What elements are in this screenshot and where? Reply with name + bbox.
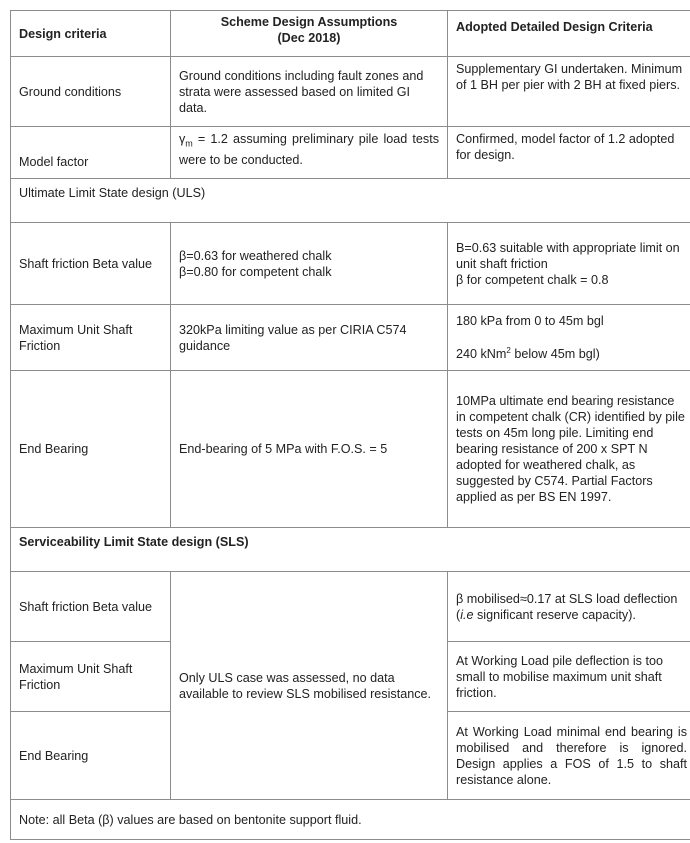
header-design-criteria: Design criteria <box>11 11 171 57</box>
adopted-beta-competent: β for competent chalk = 0.8 <box>456 272 609 287</box>
sls-beta-text-a: β mobilised≈0.17 at SLS load deflection ( <box>456 591 678 622</box>
adopted-max-shaft-lower-a: 240 kNm <box>456 347 507 362</box>
sls-section-heading: Serviceability Limit State design (SLS) <box>11 528 690 572</box>
scheme-model-factor <box>171 127 448 179</box>
criteria-sls-end-bearing: End Bearing <box>11 712 171 800</box>
adopted-uls-max-shaft <box>448 305 690 371</box>
adopted-sls-shaft-beta <box>448 572 690 642</box>
sls-beta-italic: i.e <box>460 607 474 622</box>
scheme-ground-conditions: Ground conditions including fault zones and strata were assessed based on limited GI data. <box>171 57 448 127</box>
adopted-uls-end-bearing: 10MPa ultimate end bearing resistance in competent chalk (CR) identified by pile tests on 45m long pile. Limiting end bearing resistance of 200 x SPT N adopted for weathered chalk, as suggested by C574. Partial Factors applied as per BS EN 1997. <box>448 371 690 528</box>
adopted-model-factor: Confirmed, model factor of 1.2 adopted for design. <box>448 127 690 179</box>
sls-beta-text-b: significant reserve capacity). <box>473 607 636 622</box>
criteria-uls-shaft-beta: Shaft friction Beta value <box>11 223 171 305</box>
table-row <box>11 371 690 528</box>
table-row <box>11 305 690 371</box>
scheme-beta-weathered: β=0.63 for weathered chalk <box>179 248 332 263</box>
table-row <box>11 57 690 127</box>
uls-section-heading: Ultimate Limit State design (ULS) <box>11 179 690 223</box>
criteria-sls-shaft-beta: Shaft friction Beta value <box>11 572 171 642</box>
criteria-uls-end-bearing: End Bearing <box>11 371 171 528</box>
squared-superscript: 2 <box>506 345 511 355</box>
adopted-sls-end-bearing: At Working Load minimal end bearing is mobilised and therefore is ignored. Design applies a FOS of 1.5 to shaft resistance alone. <box>448 712 690 800</box>
criteria-model-factor: Model factor <box>11 127 171 179</box>
scheme-sls-combined: Only ULS case was assessed, no data available to review SLS mobilised resistance. <box>171 572 448 800</box>
criteria-sls-max-shaft: Maximum Unit Shaft Friction <box>11 642 171 712</box>
scheme-uls-shaft-beta <box>171 223 448 305</box>
table-row <box>11 223 690 305</box>
adopted-sls-max-shaft: At Working Load pile deflection is too small to mobilise maximum unit shaft friction. <box>448 642 690 712</box>
table-row <box>11 528 690 572</box>
header-adopted-criteria <box>448 11 690 57</box>
scheme-beta-competent: β=0.80 for competent chalk <box>179 264 332 279</box>
header-scheme-title: Scheme Design Assumptions <box>220 15 398 29</box>
adopted-max-shaft-upper: 180 kPa from 0 to 45m bgl <box>456 313 604 328</box>
header-scheme-design <box>171 11 448 57</box>
table-header-row <box>11 11 690 57</box>
header-adopted-label: Adopted Detailed Design Criteria <box>456 20 653 34</box>
table-row <box>11 127 690 179</box>
gamma-symbol: γ <box>179 132 186 146</box>
gamma-subscript: m <box>185 138 193 149</box>
criteria-uls-max-shaft: Maximum Unit Shaft Friction <box>11 305 171 371</box>
header-scheme-date: (Dec 2018) <box>277 31 341 45</box>
table-row <box>11 179 690 223</box>
adopted-ground-conditions: Supplementary GI undertaken. Minimum of 1 BH per pier with 2 BH at fixed piers. <box>448 57 690 127</box>
table-note: Note: all Beta (β) values are based on bentonite support fluid. <box>11 800 690 840</box>
model-factor-text: = 1.2 assuming preliminary pile load tests were to be conducted. <box>179 132 439 167</box>
criteria-ground-conditions: Ground conditions <box>11 57 171 127</box>
table-row <box>11 572 690 642</box>
design-criteria-table <box>10 10 690 840</box>
table-row <box>11 800 690 840</box>
scheme-uls-max-shaft: 320kPa limiting value as per CIRIA C574 guidance <box>171 305 448 371</box>
scheme-uls-end-bearing: End-bearing of 5 MPa with F.O.S. = 5 <box>171 371 448 528</box>
adopted-max-shaft-lower-b: below 45m bgl) <box>510 347 600 362</box>
adopted-max-shaft-lower <box>456 343 687 362</box>
adopted-uls-shaft-beta <box>448 223 690 305</box>
adopted-beta-weathered: B=0.63 suitable with appropriate limit on unit shaft friction <box>456 240 680 271</box>
